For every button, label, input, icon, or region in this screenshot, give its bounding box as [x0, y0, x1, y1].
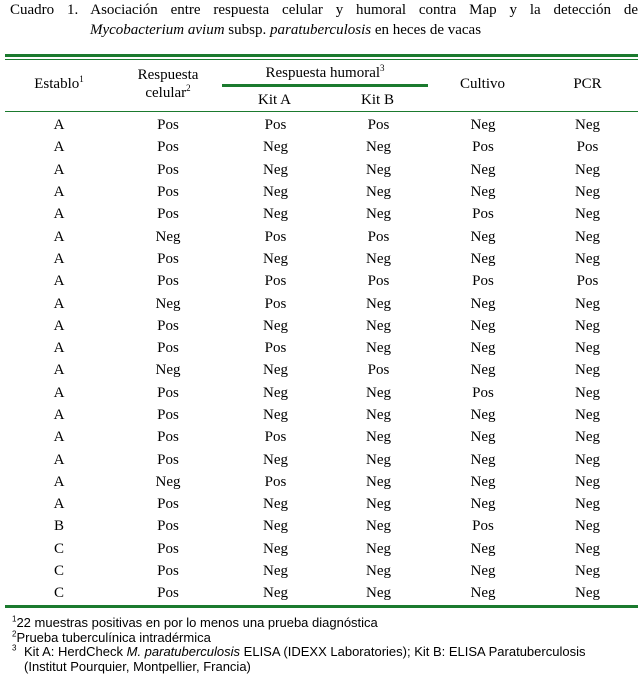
footnote-2	[12, 631, 640, 646]
table-row	[5, 448, 638, 470]
cell-establo: A	[53, 384, 65, 401]
cell-establo: A	[53, 117, 65, 134]
table-row	[5, 337, 638, 359]
header-establo-sup: 1	[79, 74, 84, 84]
cell-kit-a: Neg	[263, 585, 288, 602]
cell-kit-a: Neg	[263, 250, 288, 267]
header-respuesta-humoral-text: Respuesta humoral	[265, 65, 381, 81]
cell-cultivo: Neg	[470, 585, 496, 602]
table-row	[5, 560, 638, 582]
header-respuesta-humoral-sup: 3	[380, 63, 385, 73]
caption-species: Mycobacterium avium	[90, 22, 225, 38]
cell-kit-b: Neg	[366, 161, 391, 178]
table-row	[5, 493, 638, 515]
cell-respuesta-celular: Pos	[157, 161, 179, 178]
results-table	[5, 114, 638, 605]
cell-cultivo: Neg	[470, 540, 496, 557]
cell-establo: C	[53, 540, 64, 557]
cell-kit-b: Pos	[367, 228, 390, 245]
cell-cultivo: Neg	[470, 496, 496, 513]
cell-kit-b: Neg	[366, 473, 391, 490]
cell-cultivo: Neg	[470, 117, 496, 134]
cell-kit-a: Neg	[263, 184, 288, 201]
cell-establo: A	[53, 407, 65, 423]
cell-kit-b: Pos	[367, 117, 390, 134]
header-cultivo: Cultivo	[459, 76, 505, 92]
cell-respuesta-celular: Pos	[157, 117, 179, 134]
cell-pcr: Neg	[575, 496, 600, 513]
cell-kit-b: Neg	[366, 585, 391, 602]
cell-cultivo: Neg	[470, 362, 496, 379]
cell-establo: A	[53, 429, 65, 446]
cell-respuesta-celular: Pos	[157, 407, 179, 423]
top-rule-thin	[5, 59, 638, 60]
table-row	[5, 426, 638, 448]
cell-establo: A	[53, 273, 65, 290]
cell-cultivo: Neg	[470, 473, 496, 490]
cell-pcr: Neg	[575, 563, 600, 580]
cell-kit-a: Pos	[264, 117, 287, 134]
table-row	[5, 471, 638, 493]
cell-establo: A	[53, 161, 65, 178]
cell-respuesta-celular: Pos	[157, 317, 179, 334]
cell-pcr: Neg	[575, 407, 600, 423]
cell-cultivo: Neg	[470, 317, 496, 334]
cell-respuesta-celular: Pos	[157, 139, 179, 156]
cell-cultivo: Neg	[470, 407, 496, 423]
cell-respuesta-celular: Neg	[155, 362, 181, 379]
footnote-1-text: 22 muestras positivas en por lo menos una prueba diagnóstica	[16, 615, 378, 630]
cell-pcr: Neg	[575, 117, 600, 134]
cell-establo: A	[53, 228, 65, 245]
cell-cultivo: Neg	[470, 161, 496, 178]
footnote-3-text-line2: (Institut Pourquier, Montpellier, Francia)	[24, 658, 251, 674]
bottom-rule	[5, 605, 638, 608]
cell-cultivo: Neg	[470, 250, 496, 267]
cell-kit-b: Neg	[366, 317, 391, 334]
cell-kit-b: Neg	[366, 518, 391, 535]
table-row	[5, 359, 638, 381]
header-respuesta-humoral	[222, 64, 428, 82]
cell-pcr: Neg	[575, 585, 600, 602]
cell-kit-a: Pos	[264, 340, 287, 357]
cell-pcr: Neg	[575, 384, 600, 401]
cell-kit-a: Neg	[263, 161, 288, 178]
cell-pcr: Pos	[576, 139, 599, 156]
cell-cultivo: Neg	[470, 563, 496, 580]
cell-kit-b: Neg	[366, 340, 391, 357]
cell-kit-b: Neg	[366, 407, 391, 423]
table-row	[5, 159, 638, 181]
table-row	[5, 538, 638, 560]
cell-respuesta-celular: Pos	[157, 518, 179, 535]
cell-respuesta-celular: Neg	[155, 228, 181, 245]
cell-kit-b: Neg	[366, 184, 391, 201]
header-bottom-rule	[5, 111, 638, 112]
cell-respuesta-celular: Pos	[157, 563, 179, 580]
cell-kit-b: Neg	[366, 295, 391, 312]
table-row	[5, 181, 638, 203]
cell-cultivo: Neg	[470, 295, 496, 312]
cell-kit-b: Neg	[366, 429, 391, 446]
header-respuesta-celular	[113, 66, 223, 102]
cell-pcr: Neg	[575, 429, 600, 446]
footnote-3-num: 3	[12, 643, 17, 653]
cell-kit-b: Neg	[366, 496, 391, 513]
table-row	[5, 315, 638, 337]
cell-cultivo: Neg	[470, 184, 496, 201]
cell-establo: A	[53, 473, 65, 490]
table-row	[5, 404, 638, 426]
header-humoral-rule	[222, 84, 428, 87]
caption-end: en heces de vacas	[371, 22, 482, 38]
cell-kit-a: Pos	[264, 273, 287, 290]
cell-pcr: Neg	[575, 317, 600, 334]
footnote-3-text-a: Kit A: HerdCheck	[24, 644, 127, 659]
cell-pcr: Neg	[575, 184, 600, 201]
header-respuesta-celular-l2: celular	[145, 85, 187, 101]
cell-kit-a: Neg	[263, 496, 288, 513]
table-caption	[10, 0, 638, 40]
header-kit-b: Kit B	[361, 92, 394, 108]
cell-cultivo: Pos	[472, 518, 494, 535]
header-kit-a: Kit A	[258, 92, 291, 108]
cell-kit-b: Pos	[367, 273, 390, 290]
cell-establo: A	[53, 362, 65, 379]
table-row	[5, 582, 638, 604]
cell-kit-b: Neg	[366, 384, 391, 401]
footnotes	[12, 616, 640, 674]
cell-cultivo: Pos	[472, 273, 494, 290]
cell-respuesta-celular: Pos	[157, 429, 179, 446]
caption-subsp: subsp.	[224, 22, 270, 38]
table-row	[5, 292, 638, 314]
cell-kit-a: Pos	[264, 429, 287, 446]
footnote-3-species: M. paratuberculosis	[126, 644, 241, 659]
caption-label: Cuadro 1.	[10, 2, 79, 18]
cell-kit-a: Neg	[263, 139, 288, 156]
cell-establo: A	[53, 340, 65, 357]
cell-kit-a: Neg	[263, 540, 288, 557]
header-establo	[5, 75, 113, 93]
cell-establo: C	[53, 585, 64, 602]
cell-cultivo: Pos	[472, 139, 494, 156]
cell-respuesta-celular: Pos	[157, 540, 179, 557]
cell-respuesta-celular: Pos	[157, 384, 179, 401]
cell-kit-b: Neg	[366, 206, 391, 223]
cell-pcr: Neg	[575, 340, 600, 357]
cell-pcr: Neg	[575, 206, 600, 223]
cell-kit-b: Neg	[366, 451, 391, 468]
header-establo-text: Establo	[34, 76, 80, 92]
cell-respuesta-celular: Pos	[157, 273, 179, 290]
cell-cultivo: Neg	[470, 429, 496, 446]
cell-kit-a: Neg	[263, 362, 288, 379]
header-pcr: PCR	[573, 76, 602, 92]
cell-establo: A	[53, 317, 65, 334]
cell-establo: A	[53, 451, 65, 468]
caption-subspecies: paratuberculosis	[269, 22, 372, 38]
footnote-1-num: 1	[12, 614, 17, 624]
cell-kit-a: Pos	[264, 228, 287, 245]
cell-respuesta-celular: Neg	[155, 295, 181, 312]
cell-establo: A	[53, 496, 65, 513]
cell-cultivo: Neg	[470, 228, 496, 245]
cell-establo: A	[53, 184, 65, 201]
table-row	[5, 248, 638, 270]
cell-pcr: Neg	[575, 518, 600, 535]
cell-respuesta-celular: Pos	[157, 206, 179, 223]
cell-cultivo: Neg	[470, 340, 496, 357]
header-respuesta-celular-l1: Respuesta	[137, 67, 199, 83]
cell-establo: C	[53, 563, 64, 580]
cell-respuesta-celular: Pos	[157, 184, 179, 201]
cell-respuesta-celular: Pos	[157, 250, 179, 267]
header-respuesta-celular-sup: 2	[186, 83, 191, 93]
cell-kit-a: Neg	[263, 206, 288, 223]
table-row	[5, 270, 638, 292]
cell-respuesta-celular: Neg	[155, 473, 181, 490]
cell-kit-b: Pos	[367, 362, 390, 379]
cell-cultivo: Pos	[472, 206, 494, 223]
cell-kit-a: Pos	[264, 295, 287, 312]
cell-respuesta-celular: Pos	[157, 585, 179, 602]
cell-pcr: Neg	[575, 540, 600, 557]
cell-kit-a: Neg	[263, 518, 288, 535]
table-row	[5, 225, 638, 247]
cell-kit-a: Neg	[263, 407, 288, 423]
table-row	[5, 136, 638, 158]
cell-kit-b: Neg	[366, 540, 391, 557]
table-row	[5, 203, 638, 225]
footnote-2-text: Prueba tuberculínica intradérmica	[16, 629, 211, 645]
cell-kit-b: Neg	[366, 250, 391, 267]
cell-establo: A	[53, 250, 65, 267]
footnote-3	[12, 645, 640, 674]
cell-pcr: Neg	[575, 250, 600, 267]
cell-kit-a: Pos	[264, 473, 287, 490]
cell-respuesta-celular: Pos	[157, 340, 179, 357]
cell-respuesta-celular: Pos	[157, 496, 179, 513]
cell-establo: A	[53, 206, 65, 223]
top-rule-thick	[5, 54, 638, 57]
cell-pcr: Neg	[575, 362, 600, 379]
cell-establo: A	[53, 139, 65, 156]
cell-kit-a: Neg	[263, 317, 288, 334]
cell-pcr: Neg	[575, 473, 600, 490]
cell-establo: B	[53, 518, 64, 535]
caption-text-line1: Asociación entre respuesta celular y humoral contra Map y la detección de	[90, 2, 638, 18]
cell-pcr: Neg	[575, 295, 600, 312]
footnote-1	[12, 616, 640, 631]
footnote-2-num: 2	[12, 629, 17, 639]
footnote-3-text-b: ELISA (IDEXX Laboratories); Kit B: ELISA Paratuberculosis	[240, 644, 586, 659]
cell-establo: A	[53, 295, 65, 312]
cell-respuesta-celular: Pos	[157, 451, 179, 468]
cell-kit-a: Neg	[263, 563, 288, 580]
cell-cultivo: Neg	[470, 451, 496, 468]
table-row	[5, 515, 638, 537]
results-table-body	[5, 114, 638, 605]
cell-pcr: Pos	[576, 273, 599, 290]
cell-pcr: Neg	[575, 228, 600, 245]
table-row	[5, 114, 638, 136]
cell-kit-b: Neg	[366, 563, 391, 580]
table-row	[5, 382, 638, 404]
cell-kit-b: Neg	[366, 139, 391, 156]
cell-pcr: Neg	[575, 161, 600, 178]
cell-kit-a: Neg	[263, 384, 288, 401]
cell-pcr: Neg	[575, 451, 600, 468]
cell-kit-a: Neg	[263, 451, 288, 468]
cell-cultivo: Pos	[472, 384, 494, 401]
